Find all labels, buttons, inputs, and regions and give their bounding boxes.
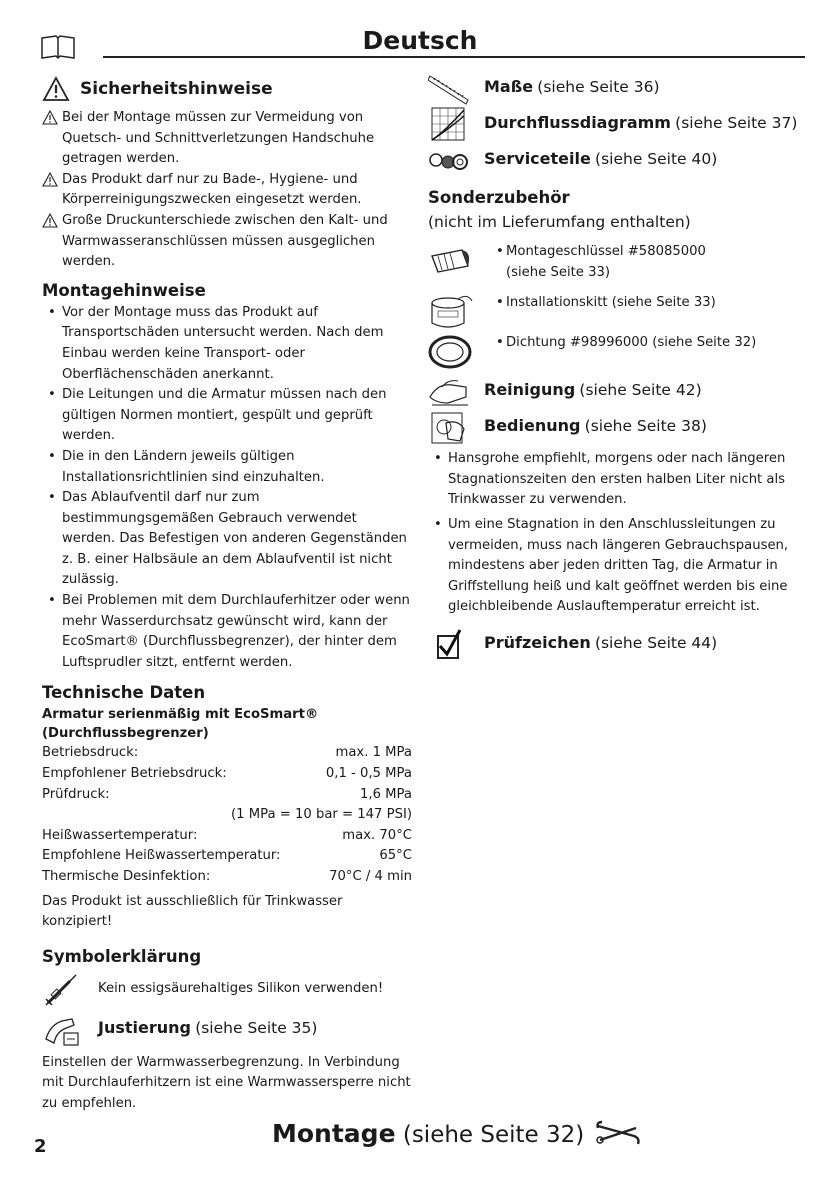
list-item: • Um eine Stagnation in den Anschlussleitungen zu vermeiden, muss nach längeren Gebrauchspausen, mindestens aber jeden dritten Tag, die Armatur in Griffstellung heiß und kalt geöffnet werden bis eine gleichbleibende Auslauftemperatur erreicht ist. [428,515,808,618]
accessories-subheading: (nicht im Lieferumfang enthalten) [428,213,691,231]
safety-item [42,211,412,273]
accessory-row [428,242,808,283]
spec-value: 0,1 - 0,5 MPa [325,766,412,782]
spec-label: Heißwassertemperatur: [42,827,198,843]
ref-title: Reinigung [484,379,576,399]
ref-page: (siehe Seite 36) [537,77,660,96]
ref-row [428,70,808,106]
page-number: 2 [34,1136,47,1157]
seal-ring-icon [428,333,474,371]
accessory-page: (siehe Seite 33) [506,264,611,280]
footer-page: (siehe Seite 32) [402,1121,585,1148]
list-item: • Installationskitt (siehe Seite 33) [490,293,716,314]
list-item: • Die Leitungen und die Armatur müssen nach den gültigen Normen montiert, gespült und geprüft werden. [42,385,412,447]
spec-label: Thermische Desinfektion: [42,869,211,884]
warning-icon [42,76,70,102]
adjust-text: Einstellen der Warmwasserbegrenzung. In Verbindung mit Durchlauferhitzern ist eine Warmwassersperre nicht zu empfehlen. [42,1054,411,1111]
ref-page: (siehe Seite 44) [594,633,718,652]
ref-title: Durchflussdiagramm [484,112,671,132]
spec-value: 70°C / 4 min [329,869,412,884]
warning-small-icon [42,213,58,228]
silicone-row [42,973,412,1007]
spec-value: 65°C [379,848,412,864]
warning-small-icon [42,110,58,125]
safety-item [42,108,412,170]
operation-icon [428,409,470,445]
left-column [42,76,412,1115]
warning-small-icon [42,172,58,187]
safety-heading: Sicherheitshinweise [80,79,273,99]
accessory-row [428,333,808,371]
list-item: • Vor der Montage muss das Produkt auf Transportschäden untersucht werden. Nach dem Einbau werden keine Transport- oder Oberflächenschäden anerkannt. [42,303,412,385]
ref-page: (siehe Seite 37) [675,113,798,132]
spec-row [42,867,412,888]
ref-row [428,409,808,445]
tech-subheading: Armatur serienmäßig mit EcoSmart® (Durchflussbegrenzer) [42,707,319,742]
spec-label: Empfohlener Betriebsdruck: [42,766,227,782]
putty-can-icon [428,293,474,331]
safety-item-text: Das Produkt darf nur zu Bade-, Hygiene- und Körperreinigungszwecken eingesetzt werden. [62,171,362,208]
adjust-title: Justierung [98,1018,191,1038]
footer-link [272,1118,642,1148]
symbols-heading: Symbolerklärung [42,946,202,966]
spec-label: Betriebsdruck: [42,745,139,761]
ref-row [428,106,808,142]
spec-row [42,743,412,764]
ref-page: (siehe Seite 40) [595,149,718,168]
spec-value: max. 1 MPa [335,745,412,761]
ref-title: Serviceteile [484,148,591,168]
footer-title: Montage [272,1118,396,1148]
mounting-list [42,303,412,674]
silicone-gun-icon [42,973,82,1007]
ruler-icon [428,70,470,106]
spec-note: (1 MPa = 10 bar = 147 PSI) [231,807,412,823]
ref-row [428,626,808,662]
flow-chart-icon [428,106,470,142]
header-rule [103,56,805,58]
adjust-row [42,1013,412,1047]
list-item: • Dichtung #98996000 (siehe Seite 32) [490,333,756,354]
notes-list [428,449,808,618]
list-item [490,242,706,283]
ref-row [428,373,808,409]
page-title: Deutsch [362,26,478,55]
list-item: • Hansgrohe empfiehlt, morgens oder nach längeren Stagnationszeiten den ersten halben Liter nicht als Trinkwasser zu verwenden. [428,449,808,511]
spare-parts-icon [428,142,470,178]
ref-title: Prüfzeichen [484,632,591,652]
spec-row [42,785,412,806]
wrench-icon [594,1118,642,1148]
ref-title: Bedienung [484,415,581,435]
spec-label: Empfohlene Heißwassertemperatur: [42,848,281,864]
right-column [428,70,808,662]
safety-item-text: Bei der Montage müssen zur Vermeidung von Quetsch- und Schnittverletzungen Handschuhe getragen werden. [62,110,375,167]
spec-row [42,764,412,785]
cleaning-icon [428,373,470,409]
spec-value: 1,6 MPa [360,786,412,802]
safety-item-text: Große Druckunterschiede zwischen den Kalt- und Warmwasseranschlüssen müssen ausgeglichen werden. [62,212,388,270]
safety-item [42,170,412,211]
checkmark-box-icon [428,626,470,662]
ref-page: (siehe Seite 42) [579,380,702,399]
ref-row [428,142,808,178]
list-item: • Bei Problemen mit dem Durchlauferhitzer oder wenn mehr Wasserdurchsatz gewünscht wird, kann der EcoSmart® (Durchflussbegrenzer), der hinter dem Luftsprudler sitzt, entfernt werden. [42,591,412,673]
spec-value: max. 70°C [342,827,412,843]
spec-row [42,846,412,867]
list-item: • Die in den Ländern jeweils gültigen Installationsrichtlinien sind einzuhalten. [42,447,412,488]
silicone-text: Kein essigsäurehaltiges Silikon verwenden! [98,981,384,997]
adjust-page: (siehe Seite 35) [195,1019,318,1038]
list-item: • Das Ablaufventil darf nur zum bestimmungsgemäßen Gebrauch verwendet werden. Das Befestigen von anderen Gegenständen z. B. einer Halbsäule an dem Ablaufventil ist nicht zulässig. [42,488,412,591]
safety-heading-row [42,76,412,102]
ref-title: Maße [484,76,534,96]
adjustment-icon [42,1013,82,1047]
accessories-heading: Sonderzubehör [428,188,570,207]
accessory-text: Montageschlüssel #58085000 [506,244,706,259]
tech-footnote: Das Produkt ist ausschließlich für Trinkwasser konzipiert! [42,893,343,930]
ref-page: (siehe Seite 38) [584,416,707,435]
accessory-row [428,293,808,331]
spec-row [42,826,412,847]
tech-heading: Technische Daten [42,683,206,703]
spec-label: Prüfdruck: [42,786,110,802]
mounting-heading: Montagehinweise [42,280,206,300]
mounting-key-icon [428,242,474,280]
